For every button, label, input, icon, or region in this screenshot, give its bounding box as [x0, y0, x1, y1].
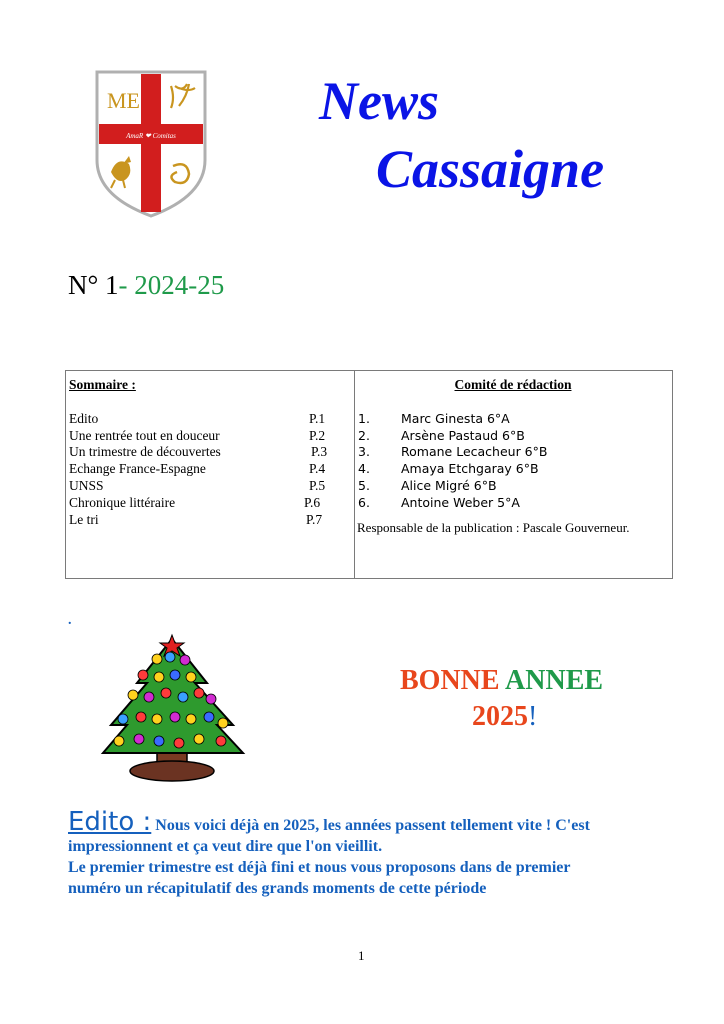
committee-heading: Comité de rédaction — [454, 377, 572, 392]
issue-number — [68, 272, 224, 299]
issue-label: N° 1 — [68, 270, 119, 300]
toc-item — [69, 461, 331, 478]
toc-page: P.4 — [309, 461, 326, 477]
toc-page: P.7 — [306, 511, 323, 527]
edito-line2: impressionnent et ça veut dire que l'on vieillit. — [68, 838, 383, 855]
summary-heading: Sommaire : — [69, 377, 136, 392]
edito-line4: numéro un récapitulatif des grands moments de cette période — [68, 880, 487, 897]
toc-item — [69, 411, 331, 428]
toc-label: Echange France-Espagne — [69, 461, 206, 477]
toc-item — [69, 428, 331, 445]
separator-dot: . — [68, 613, 72, 628]
toc-label: Edito — [69, 410, 99, 426]
member-name: Marc Ginesta 6°A — [401, 410, 510, 426]
toc-label: Un trimestre de découvertes — [69, 444, 221, 460]
greeting-exclaim: ! — [528, 701, 538, 732]
toc-item — [69, 478, 331, 495]
toc-page: P.3 — [311, 444, 328, 460]
member-number: 2. — [358, 427, 370, 443]
member-name: Alice Migré 6°B — [401, 477, 497, 493]
committee-member — [357, 461, 669, 478]
toc-label: UNSS — [69, 477, 104, 493]
committee-column — [357, 377, 669, 536]
toc-label: Le tri — [69, 511, 99, 527]
edito-section — [68, 807, 648, 899]
committee-member — [357, 444, 669, 461]
toc-page: P.2 — [309, 427, 326, 443]
greeting-year-25: 25 — [500, 701, 528, 732]
toc-page: P.5 — [309, 477, 326, 493]
issue-season: - 2024-25 — [118, 270, 225, 300]
greeting-line2 — [472, 703, 537, 731]
member-name: Amaya Etchgaray 6°B — [401, 461, 539, 477]
toc-label: Une rentrée tout en douceur — [69, 427, 220, 443]
title-cassaigne: Cassaigne — [376, 139, 605, 199]
member-number: 5. — [358, 477, 370, 493]
toc-page: P.1 — [309, 410, 326, 426]
greeting-bonne: BONNE — [400, 665, 500, 696]
summary-table — [65, 370, 673, 579]
member-number: 6. — [358, 494, 370, 510]
edito-label: Edito : — [68, 807, 152, 837]
member-number: 3. — [358, 444, 370, 460]
member-name: Romane Lecacheur 6°B — [401, 444, 548, 460]
member-number: 4. — [358, 461, 370, 477]
title-news: News — [319, 71, 439, 131]
table-divider — [354, 371, 355, 578]
committee-member — [357, 495, 669, 512]
page-number: 1 — [358, 948, 365, 963]
crest-letters: ME — [107, 88, 140, 113]
school-crest-logo — [93, 68, 209, 218]
member-number: 1. — [358, 410, 370, 426]
toc-item — [69, 512, 331, 529]
greeting-annee: ANNEE — [505, 665, 604, 696]
edito-line3: Le premier trimestre est déjà fini et nous vous proposons dans de premier — [68, 859, 571, 876]
christmas-tree-illustration — [95, 633, 250, 788]
toc-label: Chronique littéraire — [69, 494, 176, 510]
member-name: Arsène Pastaud 6°B — [401, 427, 525, 443]
summary-column — [69, 377, 331, 528]
committee-member — [357, 478, 669, 495]
toc-page: P.6 — [304, 494, 321, 510]
greeting-line1 — [400, 667, 603, 695]
toc-item — [69, 444, 331, 461]
committee-member — [357, 428, 669, 445]
greeting-year-20: 20 — [472, 701, 500, 732]
publication-responsible: Responsable de la publication : Pascale Gouverneur. — [357, 519, 630, 535]
edito-line1: Nous voici déjà en 2025, les années passent tellement vite ! C'est — [155, 817, 590, 834]
committee-member — [357, 411, 669, 428]
toc-item — [69, 495, 331, 512]
member-name: Antoine Weber 5°A — [401, 494, 520, 510]
crest-motto: AmaR ❤ Comitas — [126, 132, 176, 140]
